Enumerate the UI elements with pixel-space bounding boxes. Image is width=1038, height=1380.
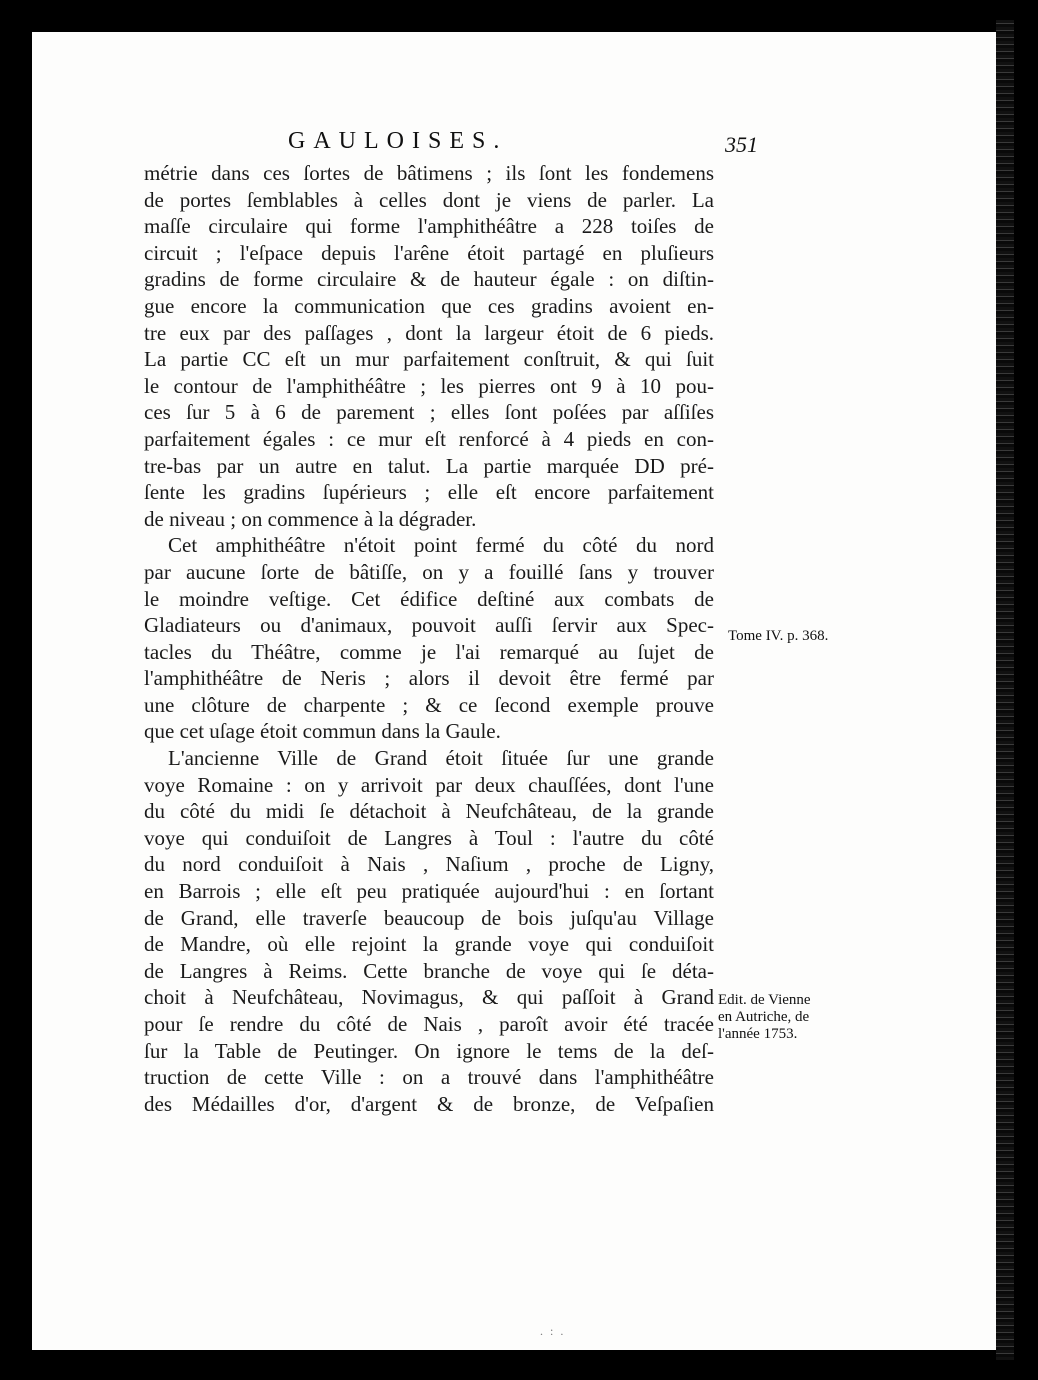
text-line: choit à Neufchâteau, Novimagus, & qui paſſoit à Grand <box>144 985 714 1010</box>
text-line: voye Romaine : on y arrivoit par deux chauſſées, dont l'une <box>144 772 714 797</box>
text-line: truction de cette Ville : on a trouvé dans l'amphithéâtre <box>144 1065 714 1090</box>
text-line: L'ancienne Ville de Grand étoit ſituée ſur une grande <box>168 746 714 771</box>
body-text <box>144 160 714 1117</box>
page-edge-shadow <box>996 20 1014 1360</box>
text-line: que cet uſage étoit commun dans la Gaule. <box>144 719 501 744</box>
text-line: tacles du Théâtre, comme je l'ai remarqué au ſujet de <box>144 639 714 664</box>
text-line: gradins de forme circulaire & de hauteur égale : on diſtin- <box>144 267 714 292</box>
margin-note-line: en Autriche, de <box>718 1009 810 1025</box>
text-line: ſur la Table de Peutinger. On ignore le tems de la deſ- <box>144 1038 714 1063</box>
text-line: en Barrois ; elle eſt peu pratiquée aujourd'hui : en ſortant <box>144 879 714 904</box>
text-line: voye qui conduiſoit de Langres à Toul : l'autre du côté <box>144 825 714 850</box>
text-line: circuit ; l'eſpace depuis l'arêne étoit partagé en pluſieurs <box>144 240 714 265</box>
running-head: GAULOISES. <box>288 128 508 154</box>
text-line: tre eux par des paſſages , dont la largeur étoit de 6 pieds. <box>144 320 714 345</box>
text-line: de niveau ; on commence à la dégrader. <box>144 506 477 531</box>
page-number: 351 <box>725 132 758 157</box>
page-header <box>288 128 758 162</box>
text-line: une clôture de charpente ; & ce ſecond exemple prouve <box>144 692 714 717</box>
margin-note-edition <box>718 992 811 1043</box>
text-line: ſente les gradins ſupérieurs ; elle eſt encore parfaitement <box>144 480 714 505</box>
footer-marks: . : . <box>540 1324 566 1338</box>
text-line: tre-bas par un autre en talut. La partie marquée DD pré- <box>144 453 714 478</box>
text-line: le moindre veſtige. Cet édifice deſtiné aux combats de <box>144 586 714 611</box>
text-line: métrie dans ces ſortes de bâtimens ; ils ſont les fondemens <box>144 161 714 185</box>
text-line: de Langres à Reims. Cette branche de voye qui ſe déta- <box>144 958 714 983</box>
text-line: ces ſur 5 à 6 de parement ; elles ſont poſées par aſſiſes <box>144 400 714 425</box>
text-line: Gladiateurs ou d'animaux, pouvoit auſſi ſervir aux Spec- <box>144 613 714 638</box>
text-line: du nord conduiſoit à Nais , Naſium , proche de Ligny, <box>144 852 714 877</box>
text-line: Cet amphithéâtre n'étoit point fermé du côté du nord <box>168 533 714 558</box>
margin-note-line: l'année 1753. <box>718 1026 798 1042</box>
text-line: parfaitement égales : ce mur eſt renforcé à 4 pieds en con- <box>144 426 714 451</box>
text-line: par aucune ſorte de bâtiſſe, on y a fouillé ſans y trouver <box>144 559 714 584</box>
text-line: La partie CC eſt un mur parfaitement conſtruit, & qui ſuit <box>144 347 714 372</box>
text-line: du côté du midi ſe détachoit à Neufchâteau, de la grande <box>144 799 714 824</box>
margin-note-reference: Tome IV. p. 368. <box>728 628 829 644</box>
text-line: de Mandre, où elle rejoint la grande voye qui conduiſoit <box>144 932 714 957</box>
text-line: le contour de l'amphithéâtre ; les pierres ont 9 à 10 pou- <box>144 373 714 398</box>
text-line: pour ſe rendre du côté de Nais , paroît avoir été tracée <box>144 1012 714 1036</box>
book-page <box>32 32 996 1350</box>
text-line: de portes ſemblables à celles dont je viens de parler. La <box>144 187 714 212</box>
text-line: maſſe circulaire qui forme l'amphithéâtre a 228 toiſes de <box>144 214 714 239</box>
text-line: l'amphithéâtre de Neris ; alors il devoit être fermé par <box>144 666 714 691</box>
margin-note-line: Edit. de Vienne <box>718 992 811 1008</box>
text-line: des Médailles d'or, d'argent & de bronze, de Veſpaſien <box>144 1091 714 1116</box>
text-line: de Grand, elle traverſe beaucoup de bois juſqu'au Village <box>144 905 714 930</box>
text-line: gue encore la communication que ces gradins avoient en- <box>144 293 714 318</box>
